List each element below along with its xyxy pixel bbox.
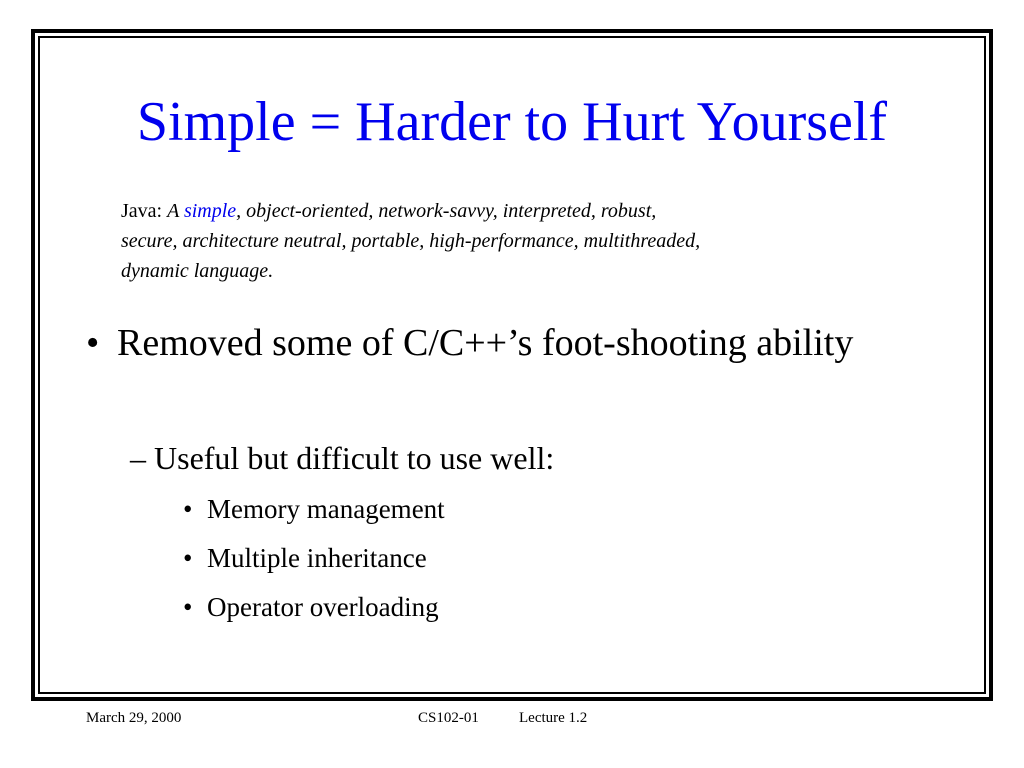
java-quote-line-1-rest: , object-oriented, network-savvy, interpreted, robust, [236, 200, 657, 222]
java-quote [121, 196, 881, 286]
bullet-level-2-marker: – [130, 440, 146, 476]
slide-title: Simple = Harder to Hurt Yourself [136, 91, 888, 153]
bullet-level-3-marker: • [183, 543, 193, 573]
footer-course: CS102-01 [418, 710, 479, 726]
bullet-level-3-text: Multiple inheritance [207, 543, 427, 573]
bullet-level-3-marker: • [183, 494, 193, 524]
bullet-level-1-text: Removed some of C/C++’s foot-shooting ability [117, 322, 854, 364]
bullet-level-1 [86, 318, 906, 368]
java-quote-highlight: simple [183, 200, 237, 222]
bullet-level-2-text: Useful but difficult to use well: [154, 440, 555, 476]
java-quote-lead: A [167, 200, 184, 222]
java-quote-label: Java: [121, 200, 168, 222]
footer-date: March 29, 2000 [86, 710, 182, 726]
bullet-level-3-item [183, 491, 445, 527]
bullet-level-3-text: Operator overloading [207, 592, 439, 622]
bullet-level-1-marker: • [86, 322, 100, 364]
bullet-level-3-item [183, 540, 427, 576]
java-quote-line-2: secure, architecture neutral, portable, high-performance, multithreaded, [121, 230, 701, 252]
bullet-level-3-item [183, 589, 439, 625]
java-quote-line-3: dynamic language. [121, 260, 274, 282]
bullet-level-2 [130, 436, 554, 480]
java-quote-line-1 [121, 196, 881, 226]
bullet-level-3-text: Memory management [207, 494, 445, 524]
footer-lecture: Lecture 1.2 [519, 710, 588, 726]
bullet-level-3-marker: • [183, 592, 193, 622]
